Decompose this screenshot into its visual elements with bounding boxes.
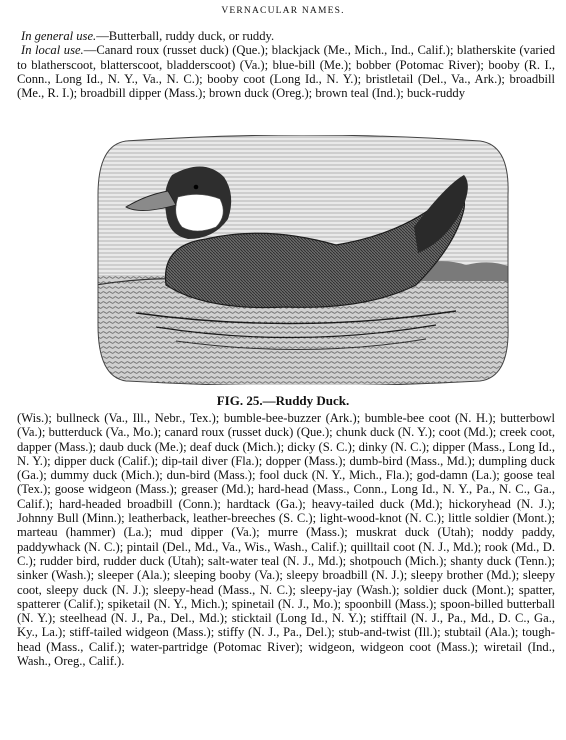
names-continuation xyxy=(17,411,555,668)
running-header: VERNACULAR NAMES. xyxy=(221,6,345,16)
ruddy-duck-engraving xyxy=(96,135,510,385)
general-use-text: —Butterball, ruddy duck, or ruddy. xyxy=(96,29,275,43)
engraving-scene xyxy=(96,135,510,385)
names-paragraph: (Wis.); bullneck (Va., Ill., Nebr., Tex.); bumble-bee-buzzer (Ark.); bumble-bee coot (N. H.); butterbowl (Va.); butterduck (Va., Mo.); canard roux (russet duck) (Que.); chunk duck (N. Y.); coot (Md.); creek coot, dapper (Mass.); daub duck (Me.); deaf duck (Mich.); dicky (S. C.); dinky (N. C.); dipper (Mass., Long Id., N. Y.); dipper duck (Calif.); dip-tail diver (Fla.); dopper (Mass.); dumb-bird (Mass., Md.); dumpling duck (Ga.); dummy duck (Mich.); dun-bird (Mass.); fool duck (N. Y., Mich., Fla.); god-damn (La.); goose teal (Tex.); goose widgeon (Mass.); greaser (Md.); hard-head (Mass., Conn., Long Id., N. Y., Pa., N. C., Ga., Calif.); hard-headed broadbill (Conn.); hardtack (Ga.); heavy-tailed duck (Md.); hickoryhead (N. J.); Johnny Bull (Minn.); leatherback, leather-breeches (S. C.); light-wood-knot (N. C.); little soldier (Mont.); marteau (hammer) (La.); mud dipper (Va.); murre (Mass.); muskrat duck (Utah); noddy paddy, paddywhack (N. C.); pintail (Del., Md., Va., Wis., Wash., Calif.); quilltail coot (N. J., Md.); rook (Md., D. C.); rudder bird, rudder duck (Utah); salt-water teal (N. J., Md.); shotpouch (Mich.); shanty duck (Tenn.); sinker (Wash.); sleeper (Ala.); sleeping booby (Va.); sleepy broadbill (N. J.); sleepy brother (Md.); sleepy coot, sleepy duck (N. J.); sleepy-head (Mass., N. C.); sleepy-jay (Wash.); soldier duck (Mont.); spatter, spatterer (Calif.); spiketail (N. Y., Mich.); spinetail (N. J., Mo.); spoonbill (Mass.); spoon-billed butterball (N. Y.); steelhead (N. J., Pa., Del., Md.); sticktail (Long Id., N. Y.); stifftail (N. J., Pa., Md., D. C., Ga., Ky., La.); stiff-tailed widgeon (Mass.); stiffy (N. J., Pa., Del.); stub-and-twist (Ill.); stubtail (Ala.); tough-head (Mass., Calif.); water-partridge (Potomac River); widgeon, widgeon coot (Mass.); wiretail (Ind., Wash., Oreg., Calif.). xyxy=(17,411,555,669)
duck-illustration-icon xyxy=(96,135,510,385)
figure-caption: FIG. 25.—Ruddy Duck. xyxy=(216,393,350,408)
general-use-line xyxy=(17,29,555,43)
intro-paragraphs xyxy=(17,29,555,100)
general-use-label: In general use. xyxy=(21,29,97,43)
local-use-text: —Canard roux (russet duck) (Que.); blackjack (Me., Mich., Ind., Calif.); blatherskite (varied to blatherscoot, blatterscoot, bladderscoot) (Va.); blue-bill (Me.); bobber (Potomac River); booby (R. I., Conn., Long Id., N. Y., Va., N. C.); booby coot (Long Id., N. Y.); bristletail (Del., Va., Ark.); broadbill (Me., R. I.); broadbill dipper (Mass.); brown duck (Oreg.); brown teal (Ind.); buck-ruddy xyxy=(17,43,556,101)
local-use-label: In local use. xyxy=(21,43,84,58)
local-use-paragraph xyxy=(17,43,555,100)
